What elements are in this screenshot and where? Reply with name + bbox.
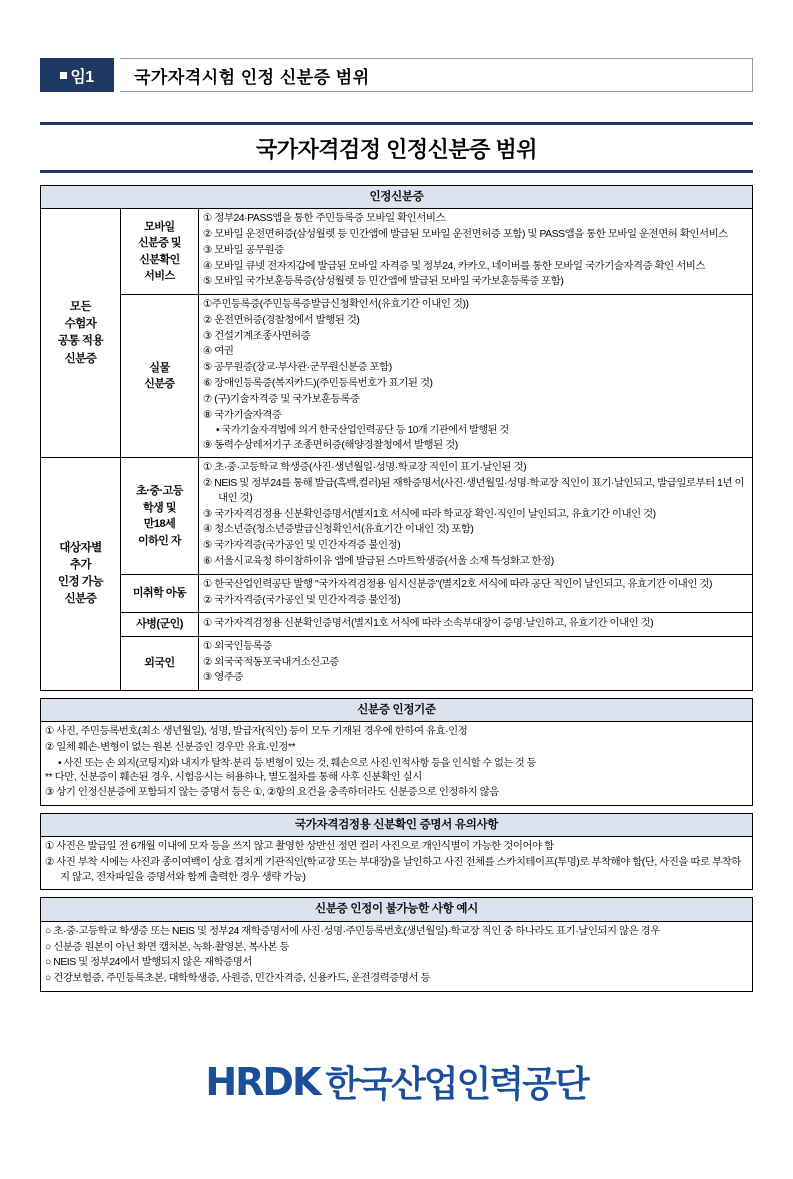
list-item: ② NEIS 및 정부24를 통해 발급(흑백,컬러)된 재학증명서(사진·생년월일·성명·학교장 직인이 표기·날인되고, 발급일로부터 1년 이내인 것) — [203, 478, 745, 504]
list-item: ⑤ 공무원증(장교·부사관·군무원신분증 포함) — [203, 362, 392, 374]
list-item: ② 국가자격증(국가공인 및 민간자격증 불인정) — [203, 594, 401, 606]
footer-logo — [0, 1056, 793, 1107]
table-row — [41, 837, 753, 890]
cell-certificate-notes-items — [41, 837, 753, 890]
list-item: ② 모바일 운전면허증(삼성월렛 등 민간앱에 발급된 모바일 운전면허증 포함) 및 PASS앱을 통한 모바일 운전면허 확인서비스 — [203, 229, 728, 241]
table-row — [41, 636, 753, 690]
table-row — [41, 921, 753, 991]
sub-students: 초·중·고등 학생 및 만18세 이하인 자 — [121, 458, 199, 574]
list-item: ① 사진은 발급일 전 6개월 이내에 모자 등을 쓰지 않고 촬영한 상반신 정면 컬러 사진으로 개인식별이 가능한 것이어야 함 — [45, 841, 554, 853]
title-block — [40, 122, 753, 173]
table-row — [41, 613, 753, 637]
category-additional: 대상자별 추가 인정 가능 신분증 — [41, 458, 121, 691]
list-item: ③ 상기 인정신분증에 포함되지 않는 증명서 등은 ①, ②항의 요건을 충족하더라도 신분증으로 인정하지 않음 — [45, 787, 499, 799]
list-item: ① 사진, 주민등록번호(최소 생년월일), 성명, 발급자(직인) 등이 모두 기재된 경우에 한하여 유효·인정 — [45, 726, 468, 738]
list-item: ④ 여권 — [203, 346, 234, 358]
list-item: ○ 건강보험증, 주민등록초본, 대학학생증, 사원증, 민간자격증, 신용카드, 운전경력증명서 등 — [45, 973, 431, 985]
list-item: ③ 영주증 — [203, 672, 244, 684]
table-row — [41, 186, 753, 209]
cell-mobile-id-items — [199, 209, 753, 295]
table-row — [41, 898, 753, 921]
organization-name: 한국산업인력공단 — [325, 1063, 588, 1104]
list-item: ①주민등록증(주민등록증발급신청확인서(유효기간 이내인 것)) — [203, 299, 469, 311]
page-title: 국가자격검정 인정신분증 범위 — [255, 137, 537, 162]
list-item: ① 한국산업인력공단 발행 "국가자격검정용 임시신분증"(별지2호 서식에 따라 공단 직인이 날인되고, 유효기간 이내인 것) — [203, 578, 712, 590]
list-item: ① 국가자격검정용 신분확인증명서(별지1호 서식에 따라 소속부대장이 증명·날인하고, 유효기간 이내인 것) — [203, 617, 654, 629]
list-item: ⑤ 모바일 국가보훈등록증(삼성월렛 등 민간앱에 발급된 모바일 국가보훈등록증 포함) — [203, 276, 564, 288]
sub-mobile-id: 모바일 신분증 및 신분확인 서비스 — [121, 209, 199, 295]
list-item: ⑥ 서울시교육청 하이참하이유 앱에 발급된 스마트학생증(서울 소재 특성화고 한정) — [203, 555, 554, 567]
sub-physical-id: 실물 신분증 — [121, 295, 199, 458]
table-row — [41, 209, 753, 295]
list-item: ② 일체 훼손·변형이 없는 원본 신분증인 경우만 유효·인정** — [45, 742, 296, 754]
table-id-scope — [40, 185, 753, 691]
sub-preschool: 미취학 아동 — [121, 574, 199, 613]
list-item: ① 정부24·PASS앱을 통한 주민등록증 모바일 확인서비스 — [203, 213, 446, 225]
list-item: ⑦ (구)기술자격증 및 국가보훈등록증 — [203, 393, 360, 405]
page — [0, 58, 793, 1179]
category-common: 모든 수험자 공통 적용 신분증 — [41, 209, 121, 458]
table-row — [41, 699, 753, 722]
list-item: ⑧ 국가기술자격증 — [203, 409, 282, 421]
table-row — [41, 458, 753, 574]
table-row — [41, 295, 753, 458]
list-item: ○ 신분증 원본이 아닌 화면 캡처본, 녹화·촬영본, 복사본 등 — [45, 941, 290, 953]
list-item: ⑤ 국가자격증(국가공인 및 민간자격증 불인정) — [203, 540, 401, 552]
title-rule-top — [40, 122, 753, 125]
table-row — [41, 813, 753, 836]
band-recognized-id: 인정신분증 — [41, 186, 753, 209]
cell-preschool-items — [199, 574, 753, 613]
list-item-note: • 사진 또는 손 외지(코팅지)와 내지가 탈착·분리 등 변형이 있는 것, 훼손으로 사진·인적사항 등을 인식할 수 없는 것 등 — [58, 757, 536, 769]
table-row — [41, 722, 753, 805]
list-item-note: • 국가기술자격법에 의거 한국산업인력공단 등 10개 기관에서 발행된 것 — [216, 425, 509, 437]
list-item: ④ 청소년증(청소년증발급신청확인서(유효기간 이내인 것) 포함) — [203, 524, 474, 536]
list-item: ⑥ 장애인등록증(복지카드)(주민등록번호가 표기된 것) — [203, 377, 433, 389]
table-not-accepted — [40, 897, 753, 991]
list-item: ① 외국인등록증 — [203, 640, 272, 652]
hrdk-logo-icon: HRDK — [205, 1059, 320, 1104]
list-item: ④ 모바일 큐넷 전자지갑에 발급된 모바일 자격증 및 정부24, 카카오, 네이버를 통한 모바일 국가기술자격증 확인 서비스 — [203, 260, 705, 272]
list-item: ⑨ 동력수상레저기구 조종면허증(해양경찰청에서 발행된 것) — [203, 439, 458, 451]
table-certificate-notes — [40, 813, 753, 891]
list-item: ③ 국가자격검정용 신분확인증명서(별지1호 서식에 따라 학교장 확인·직인이 날인되고, 유효기간 이내인 것) — [203, 508, 656, 520]
criteria-footnote: ** 다만, 신분증이 훼손된 경우, 시험응시는 허용하나, 별도절차를 통해 사후 신분확인 실시 — [45, 772, 422, 784]
square-bullet-icon — [60, 72, 67, 79]
table-id-criteria — [40, 698, 753, 806]
header — [40, 58, 753, 92]
cell-soldier-items — [199, 613, 753, 637]
list-item: ② 외국국적동포국내거소신고증 — [203, 656, 339, 668]
list-item: ③ 모바일 공무원증 — [203, 244, 284, 256]
list-item: ② 운전면허증(경찰청에서 발행된 것) — [203, 314, 360, 326]
list-item: ② 사진 부착 시에는 사진과 종이여백이 상호 겹치게 기관직인(학교장 또는 부대장)을 날인하고 사진 전체를 스카치테이프(투명)로 부착해야 함(단, 사진을 따로 부착하지 않고, 전자파일을 증명서와 함께 출력한 경우 생략 가능) — [45, 856, 741, 883]
list-item: ○ 초·중·고등학교 학생증 또는 NEIS 및 정부24 재학증명서에 사진·성명·주민등록번호(생년월일)·학교장 직인 중 하나라도 표기·날인되지 않은 경우 — [45, 925, 660, 937]
cell-criteria-items — [41, 722, 753, 805]
header-badge — [40, 58, 114, 92]
cell-not-accepted-items — [41, 921, 753, 991]
sub-foreigner: 외국인 — [121, 636, 199, 690]
list-item: ① 초·중·고등학교 학생증(사진·생년월일·성명·학교장 직인이 표기·날인된 것) — [203, 462, 527, 474]
band-certificate-notes: 국가자격검정용 신분확인 증명서 유의사항 — [41, 813, 753, 836]
band-not-accepted: 신분증 인정이 불가능한 사항 예시 — [41, 898, 753, 921]
band-criteria: 신분증 인정기준 — [41, 699, 753, 722]
sub-soldier: 사병(군인) — [121, 613, 199, 637]
table-row — [41, 574, 753, 613]
header-badge-label: 임1 — [70, 68, 94, 86]
list-item: ③ 건설기계조종사면허증 — [203, 330, 311, 342]
cell-foreigner-items — [199, 636, 753, 690]
header-title: 국가자격시험 인정 신분증 범위 — [120, 58, 753, 92]
list-item: ○ NEIS 및 정부24에서 발행되지 않은 재학증명서 — [45, 957, 252, 969]
cell-physical-id-items — [199, 295, 753, 458]
cell-students-items — [199, 458, 753, 574]
